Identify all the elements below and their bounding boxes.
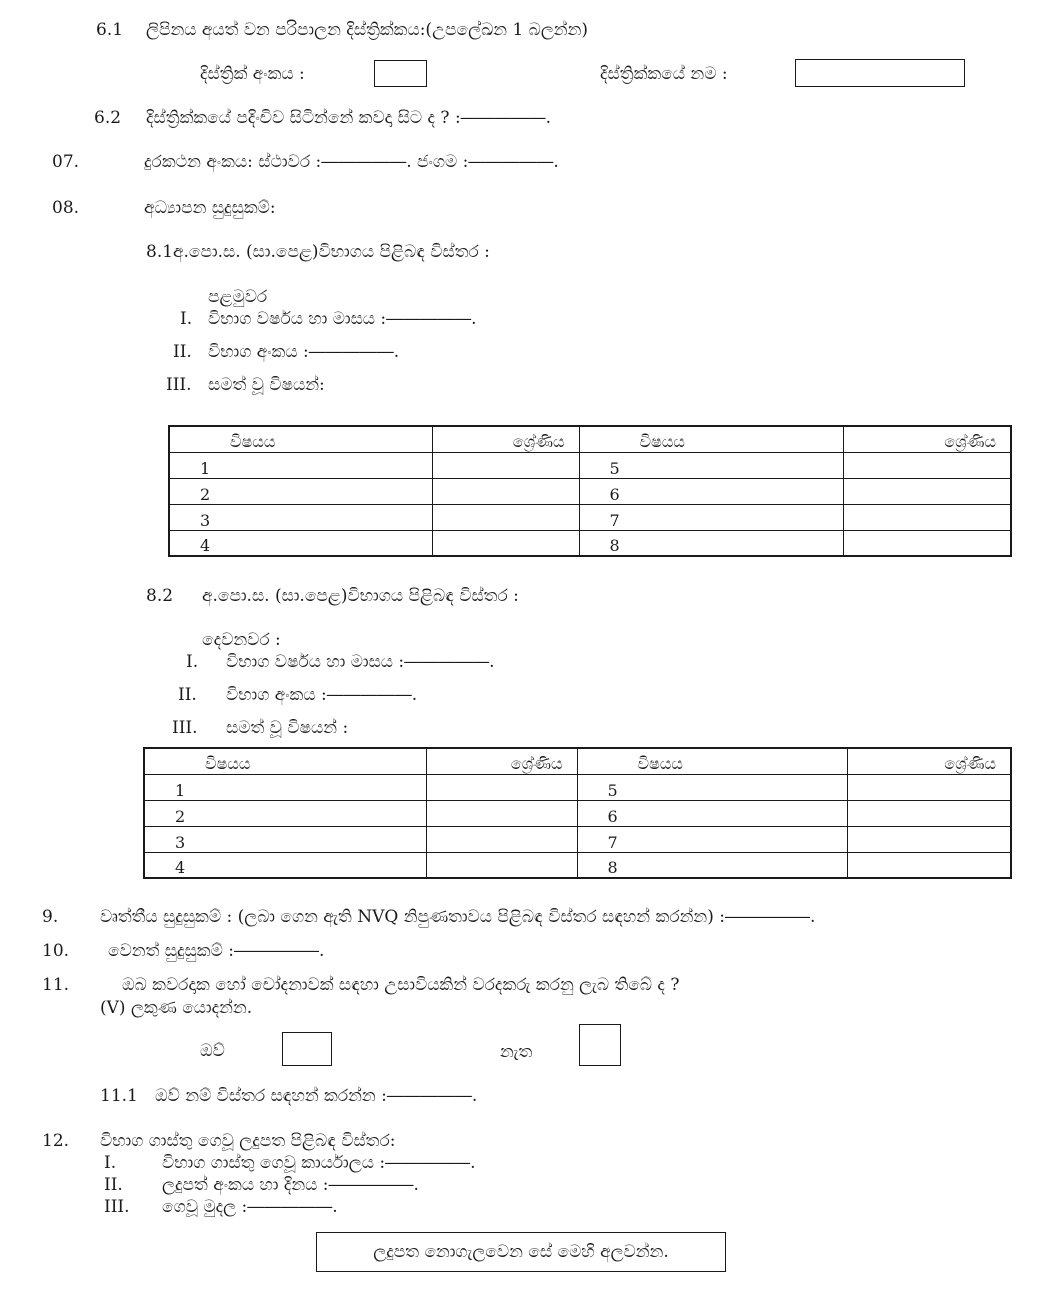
row-number: 6 bbox=[579, 478, 843, 504]
section-11-1-text: ඔව් නම් විස්තර සඳහන් කරන්න :―――――. bbox=[155, 1086, 478, 1106]
s12-item-1-number: I. bbox=[104, 1153, 117, 1173]
grade-cell[interactable] bbox=[426, 800, 577, 826]
row-number: 8 bbox=[579, 530, 843, 556]
table-row bbox=[144, 852, 1011, 878]
table-row bbox=[169, 504, 1011, 530]
yes-checkbox[interactable] bbox=[282, 1032, 332, 1066]
row-number: 4 bbox=[169, 530, 432, 556]
row-number: 7 bbox=[577, 826, 847, 852]
header-grade: ශ්‍රේණිය bbox=[426, 748, 577, 774]
district-name-label: දිස්ත්‍රික්කයේ නම : bbox=[600, 64, 728, 84]
s12-item-2-number: II. bbox=[104, 1175, 123, 1195]
s81-item-3-text: සමත් වූ විෂයන්: bbox=[208, 375, 325, 395]
district-number-label: දිස්ත්‍රික් අංකය : bbox=[200, 64, 305, 84]
row-number: 1 bbox=[144, 774, 426, 800]
grade-cell[interactable] bbox=[843, 452, 1011, 478]
s82-item-3-number: III. bbox=[172, 718, 198, 738]
s12-item-3-text: ගෙවූ මුදල :―――――. bbox=[162, 1197, 338, 1217]
s82-item-2-number: II. bbox=[178, 685, 197, 705]
table-row bbox=[144, 774, 1011, 800]
table-row bbox=[169, 530, 1011, 556]
s12-item-1-text: විභාග ගාස්තු ගෙවූ කාර්යාලය :―――――. bbox=[162, 1153, 476, 1173]
grade-cell[interactable] bbox=[843, 530, 1011, 556]
grade-cell[interactable] bbox=[847, 852, 1011, 878]
table-row bbox=[144, 826, 1011, 852]
header-grade: ශ්‍රේණිය bbox=[432, 426, 579, 452]
s81-item-1-text: විභාග වර්ෂය හා මාසය :―――――. bbox=[208, 309, 477, 329]
grade-cell[interactable] bbox=[426, 826, 577, 852]
header-grade: ශ්‍රේණිය bbox=[847, 748, 1011, 774]
section-12-text: විභාග ගාස්තු ගෙවූ ලදුපත පිළිබඳ විස්තර: bbox=[100, 1131, 396, 1151]
table-header-row bbox=[169, 426, 1011, 452]
s82-item-1-number: I. bbox=[186, 652, 199, 672]
row-number: 2 bbox=[169, 478, 432, 504]
section-7-text: දුරකථන අංකය: ස්ථාවර :―――――. ජංගම :―――――. bbox=[144, 152, 559, 172]
grade-cell[interactable] bbox=[432, 504, 579, 530]
section-11-number: 11. bbox=[42, 975, 70, 995]
section-8-2-number: 8.2 bbox=[146, 586, 174, 606]
s81-item-2-number: II. bbox=[173, 342, 192, 362]
section-6-1-text: ලිපිනය අයත් වන පරිපාලන දිස්ත්‍රික්කය:(උපලේඛන 1 බලන්න) bbox=[146, 20, 589, 40]
s81-item-1-number: I. bbox=[180, 309, 193, 329]
row-number: 7 bbox=[579, 504, 843, 530]
second-attempt-label: දෙවනවර : bbox=[202, 630, 281, 650]
subjects-table-second-attempt bbox=[143, 747, 1012, 879]
grade-cell[interactable] bbox=[847, 774, 1011, 800]
header-subject: විෂයය bbox=[144, 748, 426, 774]
section-11-1-number: 11.1 bbox=[100, 1086, 138, 1106]
row-number: 5 bbox=[577, 774, 847, 800]
receipt-paste-notice: ලදුපත නොගැලවෙන සේ මෙහි අලවන්න. bbox=[316, 1232, 726, 1272]
section-7-number: 07. bbox=[52, 152, 80, 172]
section-11-hint: (V) ලකුණ යොදන්න. bbox=[100, 998, 253, 1018]
row-number: 5 bbox=[579, 452, 843, 478]
no-checkbox[interactable] bbox=[579, 1024, 621, 1066]
s82-item-1-text: විභාග වර්ෂය හා මාසය :―――――. bbox=[226, 652, 495, 672]
table-row bbox=[144, 800, 1011, 826]
s82-item-2-text: විභාග අංකය :―――――. bbox=[226, 685, 418, 705]
grade-cell[interactable] bbox=[843, 478, 1011, 504]
grade-cell[interactable] bbox=[426, 774, 577, 800]
row-number: 4 bbox=[144, 852, 426, 878]
table-row bbox=[169, 452, 1011, 478]
grade-cell[interactable] bbox=[432, 478, 579, 504]
s82-item-3-text: සමත් වූ විෂයන් : bbox=[226, 718, 349, 738]
s81-item-2-text: විභාග අංකය :―――――. bbox=[208, 342, 400, 362]
section-9-number: 9. bbox=[42, 907, 59, 927]
section-6-2-text: දිස්ත්‍රික්කයේ පදිංචිව සිටින්නේ කවදා සිට ද ? :―――――. bbox=[146, 108, 552, 128]
first-attempt-label: පළමුවර bbox=[208, 287, 268, 307]
row-number: 6 bbox=[577, 800, 847, 826]
section-6-2-number: 6.2 bbox=[94, 108, 122, 128]
header-subject: විෂයය bbox=[579, 426, 843, 452]
row-number: 1 bbox=[169, 452, 432, 478]
grade-cell[interactable] bbox=[847, 826, 1011, 852]
section-10-number: 10. bbox=[42, 941, 70, 961]
yes-label: ඔව් bbox=[200, 1041, 225, 1061]
section-8-1-title: 8.1අ.පො.ස. (සා.පෙළ)විභාගය පිළිබඳ විස්තර : bbox=[146, 242, 490, 262]
grade-cell[interactable] bbox=[847, 800, 1011, 826]
row-number: 3 bbox=[144, 826, 426, 852]
section-8-2-title: අ.පො.ස. (සා.පෙළ)විභාගය පිළිබඳ විස්තර : bbox=[202, 586, 519, 606]
section-8-number: 08. bbox=[52, 198, 80, 218]
table-row bbox=[169, 478, 1011, 504]
grade-cell[interactable] bbox=[432, 530, 579, 556]
row-number: 3 bbox=[169, 504, 432, 530]
row-number: 8 bbox=[577, 852, 847, 878]
section-9-text: වෘත්තීය සුදුසුකම් : (ලබා ගෙන ඇති NVQ නිපුණතාවය පිළිබඳ විස්තර සඳහන් කරන්න) :―――――. bbox=[100, 907, 816, 927]
subjects-table-first-attempt bbox=[168, 425, 1012, 557]
s81-item-3-number: III. bbox=[166, 375, 192, 395]
s12-item-2-text: ලදුපත් අංකය හා දිනය :―――――. bbox=[162, 1175, 419, 1195]
header-grade: ශ්‍රේණිය bbox=[843, 426, 1011, 452]
district-name-box[interactable] bbox=[795, 59, 965, 87]
section-12-number: 12. bbox=[42, 1131, 70, 1151]
grade-cell[interactable] bbox=[426, 852, 577, 878]
grade-cell[interactable] bbox=[843, 504, 1011, 530]
s12-item-3-number: III. bbox=[104, 1197, 130, 1217]
row-number: 2 bbox=[144, 800, 426, 826]
grade-cell[interactable] bbox=[432, 452, 579, 478]
header-subject: විෂයය bbox=[577, 748, 847, 774]
district-number-box[interactable] bbox=[374, 60, 427, 87]
section-6-1-number: 6.1 bbox=[96, 20, 124, 40]
table-header-row bbox=[144, 748, 1011, 774]
section-11-text: ඔබ කවරදාක හෝ චෝදනාවක් සඳහා උසාවියකින් වරදකරු කරනු ලැබ තිබේ ද ? bbox=[122, 975, 680, 995]
header-subject: විෂයය bbox=[169, 426, 432, 452]
section-10-text: වෙනත් සුදුසුකම් :―――――. bbox=[108, 941, 325, 961]
section-8-text: අධ්‍යාපන සුදුසුකම්: bbox=[144, 198, 276, 218]
no-label: නැත bbox=[500, 1042, 533, 1062]
